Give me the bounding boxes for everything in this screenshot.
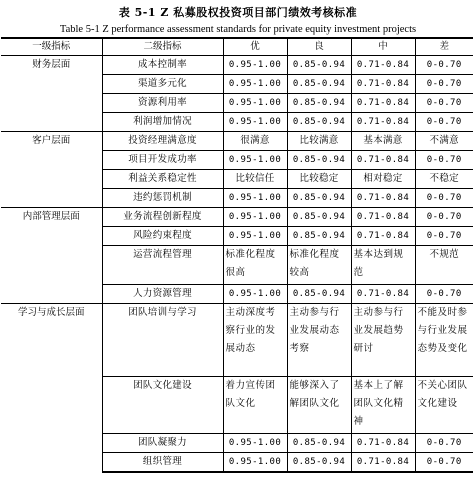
indicator-cell: 团队文化建设 (102, 377, 223, 434)
excellent-cell: 0.95-1.00 (223, 189, 287, 208)
medium-cell: 0.71-0.84 (351, 94, 415, 113)
poor-cell: 不满意 (415, 132, 473, 151)
medium-cell: 0.71-0.84 (351, 453, 415, 473)
good-cell: 0.85-0.94 (287, 151, 351, 170)
medium-cell: 0.71-0.84 (351, 285, 415, 304)
header-first-level-indicator: 一级指标 (1, 38, 102, 56)
good-cell: 0.85-0.94 (287, 285, 351, 304)
poor-cell: 0-0.70 (415, 189, 473, 208)
indicator-cell: 运营流程管理 (102, 246, 223, 285)
good-cell: 主动参与行业发展动态考察 (287, 304, 351, 377)
excellent-cell: 主动深度考察行业的发展动态 (223, 304, 287, 377)
good-cell: 0.85-0.94 (287, 94, 351, 113)
table-row (1, 132, 473, 151)
indicator-cell: 团队培训与学习 (102, 304, 223, 377)
good-cell: 比较满意 (287, 132, 351, 151)
indicator-cell: 成本控制率 (102, 56, 223, 75)
table-caption-en: Table 5-1 Z performance assessment standards for private equity investment projects (59, 24, 417, 35)
medium-cell: 0.71-0.84 (351, 56, 415, 75)
indicator-cell: 组织管理 (102, 453, 223, 473)
excellent-cell: 0.95-1.00 (223, 113, 287, 132)
excellent-cell: 0.95-1.00 (223, 151, 287, 170)
medium-cell: 0.71-0.84 (351, 189, 415, 208)
good-cell: 0.85-0.94 (287, 113, 351, 132)
medium-cell: 0.71-0.84 (351, 227, 415, 246)
poor-cell: 0-0.70 (415, 453, 473, 473)
header-poor: 差 (415, 38, 473, 56)
performance-standards-table (1, 37, 473, 473)
good-cell: 0.85-0.94 (287, 227, 351, 246)
medium-cell: 相对稳定 (351, 170, 415, 189)
good-cell: 能够深入了解团队文化 (287, 377, 351, 434)
good-cell: 标准化程度较高 (287, 246, 351, 285)
dimension-financial: 财务层面 (1, 56, 102, 132)
poor-cell: 0-0.70 (426, 60, 462, 70)
excellent-cell: 0.95-1.00 (223, 227, 287, 246)
indicator-cell: 团队凝聚力 (102, 434, 223, 453)
excellent-cell: 0.95-1.00 (223, 434, 287, 453)
excellent-cell: 0.95-1.00 (223, 285, 287, 304)
excellent-cell: 很满意 (223, 132, 287, 151)
good-cell: 0.85-0.94 (287, 208, 351, 227)
medium-cell: 0.71-0.84 (351, 75, 415, 94)
medium-cell: 0.71-0.84 (351, 113, 415, 132)
poor-cell: 0-0.70 (415, 75, 473, 94)
indicator-cell: 项目开发成功率 (102, 151, 223, 170)
indicator-cell: 利润增加情况 (102, 113, 223, 132)
indicator-cell: 渠道多元化 (102, 75, 223, 94)
excellent-cell: 0.95-1.00 (223, 208, 287, 227)
poor-cell: 0-0.70 (415, 434, 473, 453)
dimension-learning-growth: 学习与成长层面 (1, 304, 102, 473)
medium-cell: 主动参与行业发展趋势研讨 (351, 304, 415, 377)
medium-cell: 0.71-0.84 (351, 434, 415, 453)
good-cell: 0.85-0.94 (287, 189, 351, 208)
header-row (1, 38, 473, 56)
medium-cell: 基本达到规范 (351, 246, 415, 285)
good-cell: 0.85-0.94 (287, 75, 351, 94)
indicator-cell: 人力资源管理 (102, 285, 223, 304)
medium-cell: 基本上了解团队文化精神 (351, 377, 415, 434)
header-excellent: 优 (223, 38, 287, 56)
table-row (1, 56, 473, 75)
good-cell: 0.85-0.94 (287, 434, 351, 453)
good-cell: 0.85-0.94 (287, 56, 351, 75)
poor-cell: 0-0.70 (415, 208, 473, 227)
header-second-level-indicator: 二级指标 (102, 38, 223, 56)
indicator-cell: 利益关系稳定性 (102, 170, 223, 189)
header-medium: 中 (351, 38, 415, 56)
poor-cell: 不能及时参与行业发展态势及变化 (415, 304, 473, 377)
medium-cell: 0.71-0.84 (351, 151, 415, 170)
excellent-cell: 0.95-1.00 (223, 56, 287, 75)
dimension-internal-management: 内部管理层面 (1, 208, 102, 304)
poor-cell: 0-0.70 (415, 151, 473, 170)
indicator-cell: 投资经理满意度 (102, 132, 223, 151)
excellent-cell: 标准化程度很高 (223, 246, 287, 285)
excellent-cell: 0.95-1.00 (223, 453, 287, 473)
poor-cell: 不关心团队文化建设 (415, 377, 473, 434)
poor-cell: 0-0.70 (415, 285, 473, 304)
medium-cell: 基本满意 (351, 132, 415, 151)
good-cell: 比较稳定 (287, 170, 351, 189)
indicator-cell: 资源利用率 (102, 94, 223, 113)
poor-cell: 不稳定 (415, 170, 473, 189)
excellent-cell: 0.95-1.00 (223, 75, 287, 94)
poor-cell: 不规范 (415, 246, 473, 285)
indicator-cell: 违约惩罚机制 (102, 189, 223, 208)
indicator-cell: 风险约束程度 (102, 227, 223, 246)
indicator-cell: 业务流程创新程度 (102, 208, 223, 227)
poor-cell: 0-0.70 (415, 113, 473, 132)
table-caption-cn: 表 5-1 Z 私募股权投资项目部门绩效考核标准 (118, 6, 358, 19)
excellent-cell: 着力宣传团队文化 (223, 377, 287, 434)
table-row (1, 304, 473, 377)
dimension-customer: 客户层面 (1, 132, 102, 208)
excellent-cell: 0.95-1.00 (223, 94, 287, 113)
good-cell: 0.85-0.94 (287, 453, 351, 473)
poor-cell: 0-0.70 (415, 94, 473, 113)
header-good: 良 (287, 38, 351, 56)
excellent-cell: 比较信任 (223, 170, 287, 189)
medium-cell: 0.71-0.84 (351, 208, 415, 227)
table-row (1, 208, 473, 227)
poor-cell: 0-0.70 (415, 227, 473, 246)
